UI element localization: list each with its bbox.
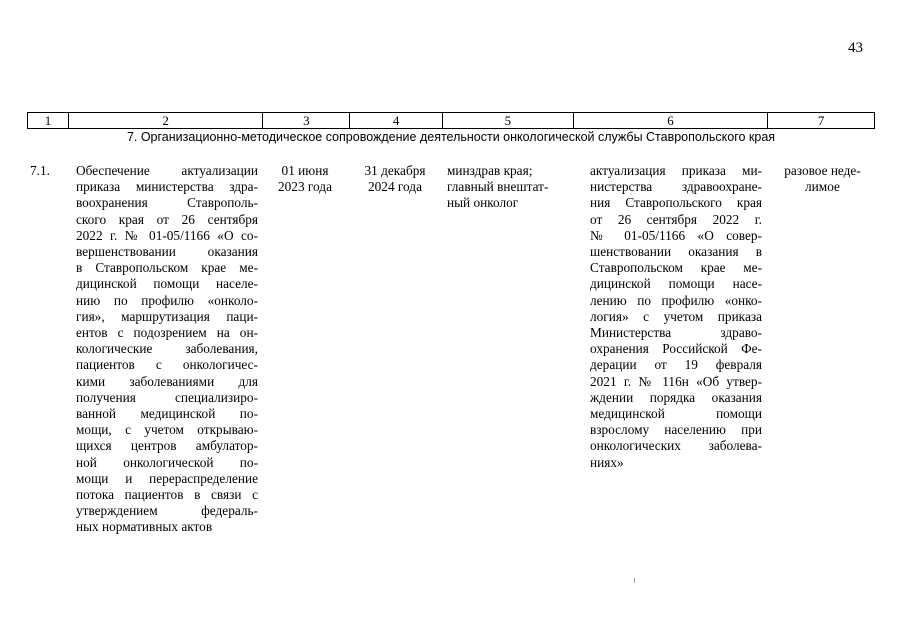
end-date [350, 163, 440, 195]
action-line: получения специализиро- [76, 389, 258, 405]
column-number-4: 4 [350, 113, 443, 128]
result-line: от 26 сентября 2022 г. [590, 211, 762, 227]
action-line: 2022 г. № 01-05/1166 «О со- [76, 227, 258, 243]
column-number-header-row [27, 112, 875, 129]
column-number-5: 5 [443, 113, 574, 128]
end-date-line: 31 декабря [364, 163, 426, 178]
action-line: мощи и перераспределение [76, 470, 258, 486]
action-line: воохранения Ставрополь- [76, 195, 258, 211]
start-date-line: 01 июня [281, 163, 329, 178]
action-line: ентов с подозрением на он- [76, 325, 258, 341]
start-date-line: 2023 года [278, 179, 332, 195]
responsible-line: главный внештат- [447, 179, 549, 195]
action-line: гия», маршрутизация паци- [76, 308, 258, 324]
scan-artifact-mark [634, 578, 635, 583]
responsible-line: минздрав края; [447, 163, 533, 178]
result-line: медицинской помощи [590, 406, 762, 422]
result-line: № 01-05/1166 «О совер- [590, 227, 762, 243]
result-line: онкологических заболева- [590, 438, 762, 454]
result-line: ния Ставропольского края [590, 195, 762, 211]
action-line: ных нормативных актов [76, 519, 213, 535]
result-line: лению по профилю «онко- [590, 292, 762, 308]
expected-result [590, 163, 762, 471]
action-line: щихся центров амбулатор- [76, 438, 258, 454]
action-line: ванной медицинской по- [76, 406, 258, 422]
action-line: ского края от 26 сентября [76, 211, 258, 227]
action-line: пациентов с онкологичес- [76, 357, 258, 373]
result-line: взрослому населению при [590, 422, 762, 438]
result-line: шенствовании оказания в [590, 244, 762, 260]
section-title: 7. Организационно-методическое сопровождение деятельности онкологической службы Ставропольского края [126, 130, 776, 144]
result-line: дицинской помощи насе- [590, 276, 762, 292]
action-line: кими заболеваниями для [76, 373, 258, 389]
responsible-executor [447, 163, 575, 212]
action-line: кологические заболевания, [76, 341, 258, 357]
result-line: 2021 г. № 116н «Об утвер- [590, 373, 762, 389]
result-line: логия» с учетом приказа [590, 308, 762, 324]
column-number-1: 1 [28, 113, 69, 128]
action-line: потока пациентов в связи с [76, 487, 258, 503]
end-date-line: 2024 года [368, 179, 422, 195]
action-line: в Ставропольском крае ме- [76, 260, 258, 276]
result-line: нистерства здравоохране- [590, 179, 762, 195]
result-line: Министерства здраво- [590, 325, 762, 341]
action-line: утверждением федераль- [76, 503, 258, 519]
column-number-2: 2 [69, 113, 264, 128]
column-number-6: 6 [574, 113, 769, 128]
action-line: Обеспечение актуализации [76, 163, 258, 178]
result-line: ниях» [590, 454, 624, 470]
page-number: 43 [848, 40, 863, 56]
result-line: дерации от 19 февраля [590, 357, 762, 373]
row-number: 7.1. [30, 163, 50, 178]
action-line: ной онкологической по- [76, 454, 258, 470]
action-line: нию по профилю «онколо- [76, 292, 258, 308]
action-description [76, 163, 258, 536]
action-type [775, 163, 870, 195]
action-line: приказа министерства здра- [76, 179, 258, 195]
action-type-line: разовое неде- [784, 163, 861, 178]
column-number-3: 3 [263, 113, 350, 128]
action-line: вершенствовании оказания [76, 244, 258, 260]
action-type-line: лимое [805, 179, 840, 195]
result-line: охранения Российской Фе- [590, 341, 762, 357]
result-line: ждении порядка оказания [590, 389, 762, 405]
column-number-7: 7 [817, 113, 825, 128]
action-line: мощи, с учетом открываю- [76, 422, 258, 438]
action-line: дицинской помощи населе- [76, 276, 258, 292]
result-line: Ставропольском крае ме- [590, 260, 762, 276]
result-line: актуализация приказа ми- [590, 163, 762, 178]
start-date [266, 163, 344, 195]
responsible-line: ный онколог [447, 195, 519, 211]
